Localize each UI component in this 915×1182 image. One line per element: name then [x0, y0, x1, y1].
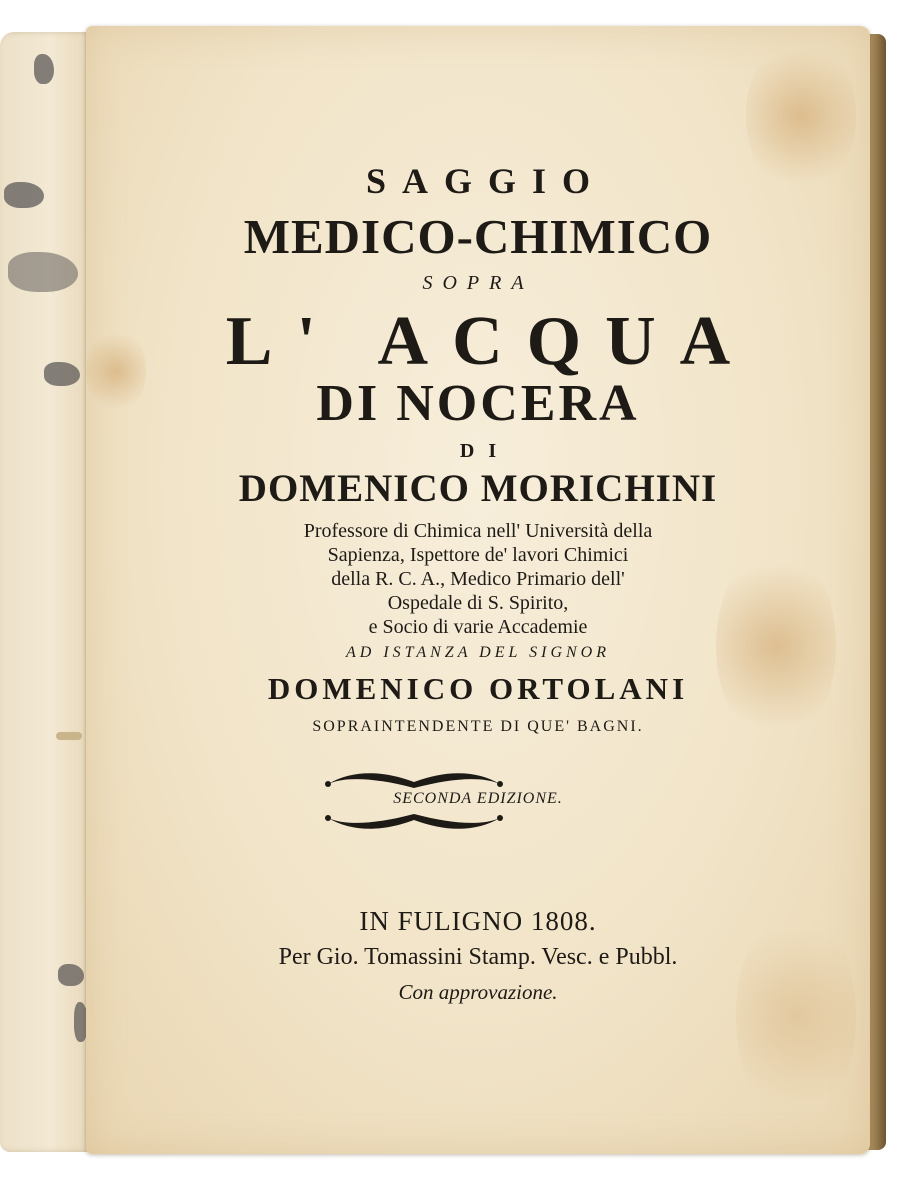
author-name: DOMENICO MORICHINI	[238, 467, 718, 510]
imprint-approval: Con approvazione.	[398, 980, 558, 1004]
imprint-place: IN FULIGNO 1808.	[359, 906, 597, 936]
author-description-line: e Socio di varie Accademie	[368, 616, 588, 638]
paper-damage	[4, 182, 44, 208]
paper-damage	[58, 964, 84, 986]
author-description-line: Professore di Chimica nell' Università della	[303, 520, 653, 542]
author-description-line: della R. C. A., Medico Primario dell'	[331, 568, 625, 590]
request-line: AD ISTANZA DEL SIGNOR	[345, 644, 610, 661]
title-page	[86, 26, 870, 1154]
edition-label: SECONDA EDIZIONE.	[393, 790, 563, 807]
author-description-line: Ospedale di S. Spirito,	[387, 592, 569, 614]
title-nocera: DI NOCERA	[316, 375, 640, 432]
imprint-printer: Per Gio. Tomassini Stamp. Vesc. e Pubbl.	[278, 944, 678, 970]
paper-damage	[34, 54, 54, 84]
sponsor-name: DOMENICO ORTOLANI	[267, 671, 689, 706]
sponsor-role: SOPRAINTENDENTE DI QUE' BAGNI.	[312, 718, 644, 735]
title-acqua: L' ACQUA	[225, 303, 755, 380]
title-saggio: SAGGIO	[365, 161, 607, 201]
binding-stitch	[56, 732, 82, 740]
author-description-line: Sapienza, Ispettore de' lavori Chimici	[327, 544, 629, 566]
foxing-stain	[736, 906, 856, 1126]
torn-left-leaf	[0, 32, 92, 1152]
paper-damage	[8, 252, 78, 292]
title-medico-chimico: MEDICO-CHIMICO	[243, 209, 713, 264]
title-di: DI	[459, 440, 511, 462]
paper-damage	[44, 362, 80, 386]
title-sopra: SOPRA	[422, 272, 534, 294]
